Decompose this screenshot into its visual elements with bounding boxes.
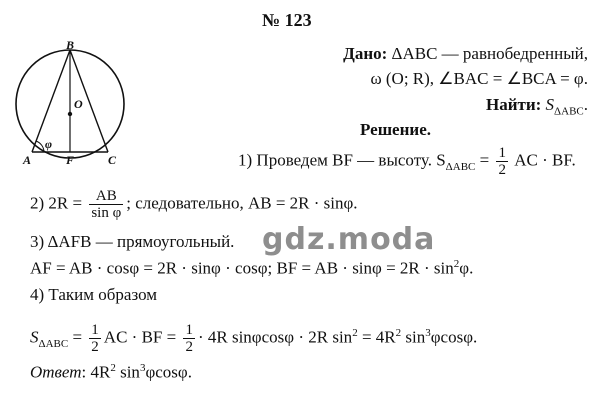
step1-eq: = [475, 150, 494, 170]
solution-step-3: 3) ΔAFB — прямоугольный. [30, 232, 235, 251]
area-fraction-2 [183, 322, 195, 355]
label-a: A [23, 153, 32, 167]
step1-text: 1) Проведем BF — высоту. S [238, 150, 446, 170]
problem-number: № 123 [262, 10, 312, 30]
answer-end: φcosφ. [145, 362, 192, 382]
triangle-in-circle-figure [12, 40, 142, 176]
watermark: gdz.moda [262, 222, 436, 257]
label-b: B [66, 40, 75, 52]
step1-frac-den: 2 [498, 162, 506, 178]
step1-frac-num: 1 [498, 145, 506, 161]
area-tail2: = 4R [357, 327, 396, 347]
given-label: Дано: [343, 44, 388, 63]
answer-mid: sin [115, 362, 140, 382]
area-f2-den: 2 [185, 339, 193, 355]
area-f1-num: 1 [91, 322, 99, 338]
find-label: Найти: [485, 95, 542, 114]
answer-colon: : 4R [81, 362, 111, 382]
area-sup2: 2 [395, 326, 402, 339]
area-tail1: · 4R sinφcosφ · 2R sin [197, 327, 353, 347]
area-f2-num: 1 [185, 322, 193, 338]
answer-line [30, 362, 192, 383]
step2-frac-den: sin φ [91, 205, 122, 221]
area-fraction-1 [89, 322, 101, 355]
area-mid: AC · BF = [103, 327, 181, 347]
find-value: S [545, 95, 555, 114]
step2-frac-num: AB [89, 188, 123, 205]
answer-sup1: 2 [110, 362, 116, 374]
step1-sub: ΔABC [445, 160, 476, 173]
label-c: C [108, 153, 117, 167]
given-text-2: ω (O; R), ∠BAC = ∠BCA = φ. [370, 69, 588, 88]
area-sup1: 2 [352, 326, 358, 339]
step2-fraction [89, 188, 123, 221]
area-tail4: φcosφ. [430, 327, 478, 347]
solution-heading: Решение. [360, 120, 431, 139]
step1-rest: AC · BF. [510, 150, 576, 170]
step3b-end: φ. [459, 258, 474, 278]
area-formula [30, 322, 477, 355]
given-line-1 [343, 44, 588, 64]
area-f1-den: 2 [91, 339, 99, 355]
find-line: Найти: $S_{\Delta ABC}$. [485, 95, 588, 118]
area-s: S [30, 327, 39, 347]
step3b-sup: 2 [453, 258, 460, 270]
area-sup3: 3 [425, 326, 431, 339]
solution-step-4: 4) Таким образом [30, 285, 158, 304]
area-eq1: = [68, 327, 87, 347]
center-o [68, 112, 72, 116]
step1-fraction [496, 145, 508, 178]
area-tail3: sin [401, 327, 426, 347]
step3b-text: AF = AB · cosφ = 2R · sinφ · cosφ; BF = AB · sinφ = 2R · sin [30, 258, 454, 278]
label-f: F [66, 153, 75, 167]
given-line-2 [370, 69, 588, 89]
solution-step-2 [30, 188, 358, 221]
step2-lhs: 2) 2R = [30, 193, 87, 213]
solution-step-1 [238, 145, 576, 178]
answer-sup2: 3 [139, 362, 146, 374]
given-text-1: ΔABC — равнобедренный, [391, 44, 588, 63]
find-sub: ΔABC [554, 105, 584, 118]
label-o: O [74, 97, 83, 111]
area-sub: ΔABC [38, 337, 69, 350]
label-phi: φ [45, 137, 53, 151]
solution-step-3-formula [30, 258, 473, 279]
answer-label: Ответ [30, 362, 82, 382]
step2-rest: ; следовательно, AB = 2R · sinφ. [126, 193, 358, 213]
